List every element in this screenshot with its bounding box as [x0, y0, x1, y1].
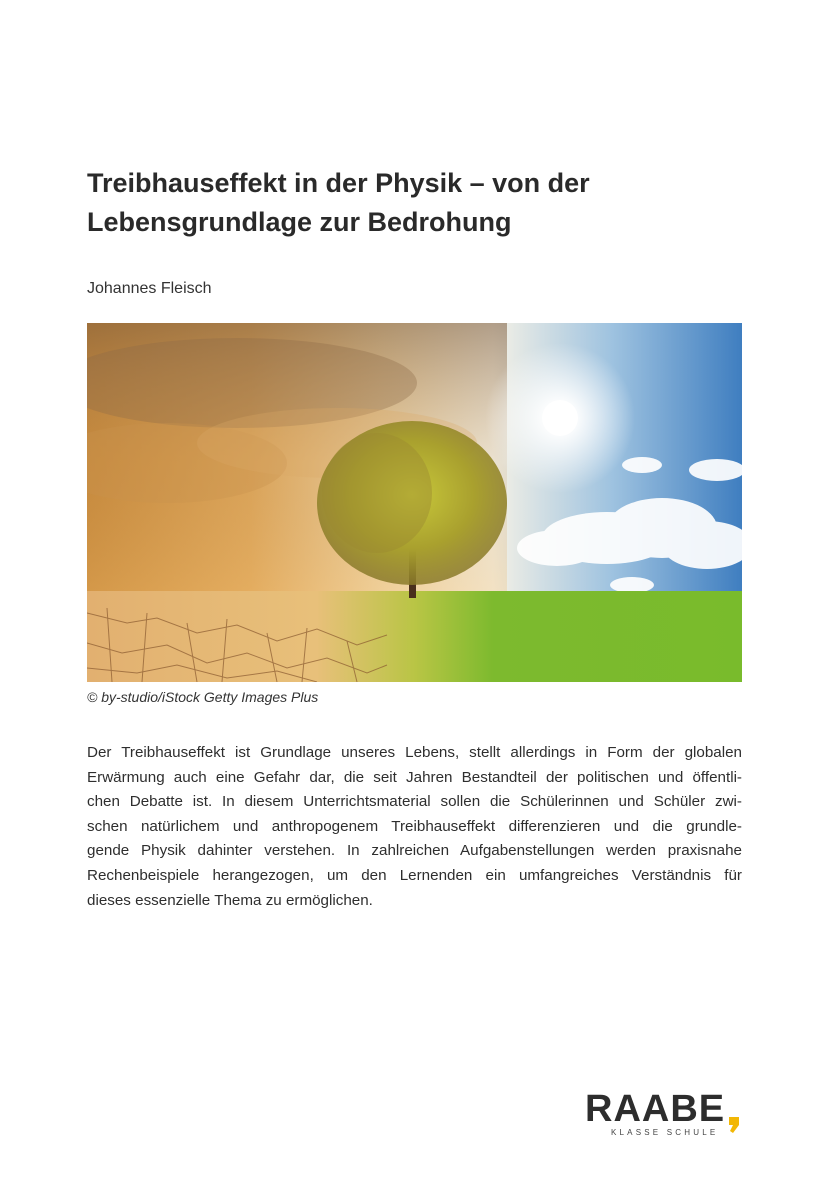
logo-comma-icon	[727, 1097, 741, 1133]
logo-tagline: KLASSE SCHULE	[611, 1128, 719, 1137]
author-name: Johannes Fleisch	[87, 280, 212, 297]
abstract-line-2: Erwärmung auch eine Gefahr dar, die seit Jahren Bestandteil der politischen und öffentli-	[87, 768, 742, 786]
abstract-line-1: Der Treibhauseffekt ist Grundlage unseres Lebens, stellt allerdings in Form der globalen	[87, 744, 742, 761]
cover-image	[87, 323, 742, 682]
logo-wordmark: RAABE	[585, 1088, 726, 1130]
title-line-2: Lebensgrundlage zur Bedrohung	[87, 207, 512, 237]
abstract-line-4: schen natürlichem und anthropogenem Treibhauseffekt differenzieren und die grundle-	[87, 817, 742, 835]
abstract-paragraph	[87, 741, 742, 913]
abstract-line-5: gende Physik dahinter verstehen. In zahlreichen Aufgabenstellungen werden praxisnahe	[87, 842, 742, 860]
raabe-logo	[585, 1087, 745, 1142]
title-line-1: Treibhauseffekt in der Physik – von der	[87, 168, 590, 198]
image-credit: © by-studio/iStock Getty Images Plus	[87, 689, 319, 705]
document-title	[87, 164, 727, 242]
abstract-line-6: Rechenbeispiele herangezogen, um den Lernenden ein umfangreiches Verständnis für	[87, 866, 742, 884]
abstract-line-3: chen Debatte ist. In diesem Unterrichtsmaterial sollen die Schülerinnen und Schüler zwi-	[87, 793, 742, 811]
abstract-line-7: dieses essenzielle Thema zu ermöglichen.	[87, 891, 373, 909]
